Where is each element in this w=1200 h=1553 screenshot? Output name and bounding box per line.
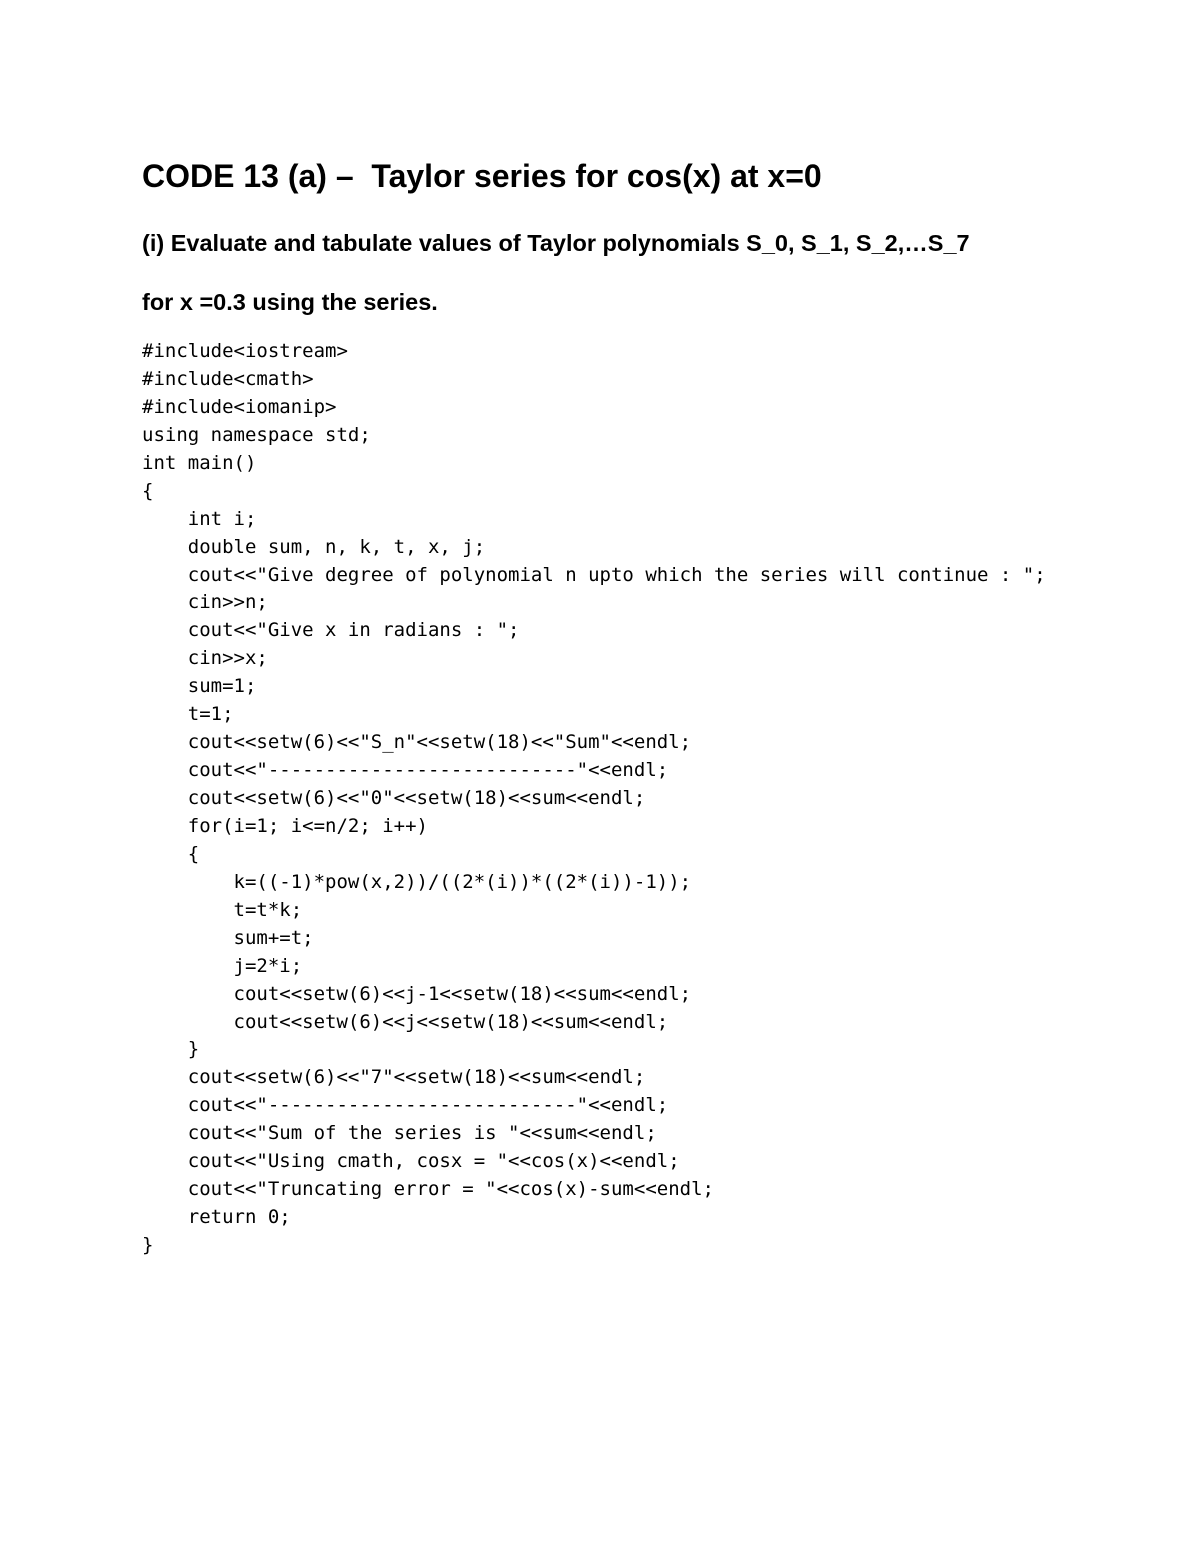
- code-line: cout<<setw(6)<<j<<setw(18)<<sum<<endl;: [142, 1010, 669, 1033]
- code-line: }: [142, 1234, 154, 1256]
- code-line: #include<iostream>: [142, 340, 348, 362]
- task-description-continued: for x =0.3 using the series.: [142, 289, 438, 315]
- code-line: cin>>x;: [142, 647, 268, 670]
- code-line: cout<<setw(6)<<j-1<<setw(18)<<sum<<endl;: [142, 982, 692, 1005]
- code-line: k=((-1)*pow(x,2))/((2*(i))*((2*(i))-1));: [142, 870, 692, 893]
- code-line: #include<cmath>: [142, 367, 314, 390]
- code-line: cout<<"Sum of the series is "<<sum<<endl;: [142, 1122, 657, 1145]
- code-line: #include<iomanip>: [142, 395, 337, 418]
- code-line: {: [142, 479, 154, 502]
- document-title: CODE 13 (a) – Taylor series for cos(x) at x=0: [142, 158, 822, 194]
- code-line: cout<<"Give x in radians : ";: [142, 619, 520, 642]
- code-line: int i;: [142, 507, 257, 530]
- code-line: {: [142, 842, 200, 865]
- code-line: cout<<"---------------------------"<<endl;: [142, 1094, 669, 1117]
- code-line: cout<<setw(6)<<"7"<<setw(18)<<sum<<endl;: [142, 1066, 646, 1089]
- code-line: cout<<"---------------------------"<<endl;: [142, 759, 669, 782]
- code-line: t=1;: [142, 703, 234, 726]
- code-line: cout<<"Truncating error = "<<cos(x)-sum<<endl;: [142, 1178, 714, 1201]
- code-line: return 0;: [142, 1206, 291, 1229]
- code-line: cout<<"Give degree of polynomial n upto which the series will continue : ";: [142, 563, 1046, 586]
- code-line: double sum, n, k, t, x, j;: [142, 535, 486, 558]
- code-line: sum+=t;: [142, 926, 314, 949]
- code-line: cout<<"Using cmath, cosx = "<<cos(x)<<endl;: [142, 1150, 680, 1173]
- code-line: t=t*k;: [142, 898, 303, 921]
- code-line: cout<<setw(6)<<"S_n"<<setw(18)<<"Sum"<<endl;: [142, 731, 692, 754]
- code-line: cin>>n;: [142, 591, 268, 614]
- code-line: for(i=1; i<=n/2; i++): [142, 814, 428, 837]
- code-listing: [142, 338, 1046, 1260]
- code-line: }: [142, 1038, 200, 1061]
- task-description: (i) Evaluate and tabulate values of Taylor polynomials S_0, S_1, S_2,…S_7: [142, 230, 970, 256]
- code-line: using namespace std;: [142, 423, 371, 446]
- code-line: cout<<setw(6)<<"0"<<setw(18)<<sum<<endl;: [142, 787, 646, 809]
- code-line: int main(): [142, 451, 257, 474]
- code-line: sum=1;: [142, 675, 257, 698]
- code-line: j=2*i;: [142, 954, 303, 977]
